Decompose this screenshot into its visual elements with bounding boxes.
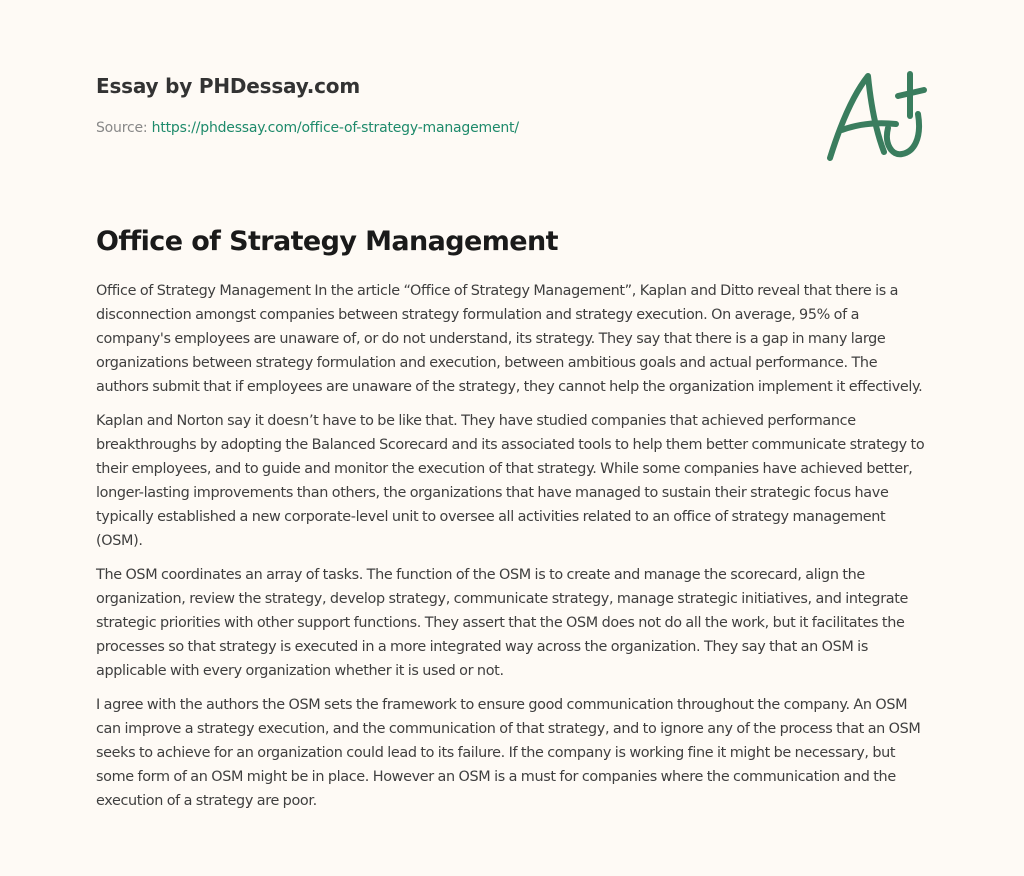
source-link[interactable]: https://phdessay.com/office-of-strategy-management/ (151, 120, 519, 136)
source-line (96, 120, 519, 136)
page-header (96, 74, 519, 136)
essay-title: Office of Strategy Management (96, 226, 558, 257)
essay-paragraph: Kaplan and Norton say it doesn’t have to be like that. They have studied companies that achieved performance breakthroughs by adopting the Balanced Scorecard and its associated tools to help them better communicate strategy to their employees, and to guide and monitor the execution of that strategy. While some companies have achieved better, longer-lasting improvements than others, the organizations that have managed to sustain their strategic focus have typically established a new corporate-level unit to oversee all activities related to an office of strategy management (OSM). (96, 413, 925, 549)
a-plus-grade-icon (818, 66, 930, 166)
site-title: Essay by PHDessay.com (96, 74, 360, 98)
essay-paragraph: Office of Strategy Management In the article “Office of Strategy Management”, Kaplan and Ditto reveal that there is a disconnection amongst companies between strategy formulation and strategy execution. On average, 95% of a company's employees are unaware of, or do not understand, its strategy. They say that there is a gap in many large organizations between strategy formulation and execution, between ambitious goals and actual performance. The authors submit that if employees are unaware of the strategy, they cannot help the organization implement it effectively. (96, 283, 923, 395)
source-label: Source: (96, 120, 148, 136)
essay-paragraph: I agree with the authors the OSM sets the framework to ensure good communication throughout the company. An OSM can improve a strategy execution, and the communication of that strategy, and to ignore any of the process that an OSM seeks to achieve for an organization could lead to its failure. If the company is working fine it might be necessary, but some form of an OSM might be in place. However an OSM is a must for companies where the communication and the execution of a strategy are poor. (96, 697, 921, 809)
essay-body (96, 226, 930, 823)
essay-paragraph: The OSM coordinates an array of tasks. The function of the OSM is to create and manage the scorecard, align the organization, review the strategy, develop strategy, communicate strategy, manage strategic initiatives, and integrate strategic priorities with other support functions. They assert that the OSM does not do all the work, but it facilitates the processes so that strategy is executed in a more integrated way across the organization. They say that an OSM is applicable with every organization whether it is used or not. (96, 567, 909, 679)
